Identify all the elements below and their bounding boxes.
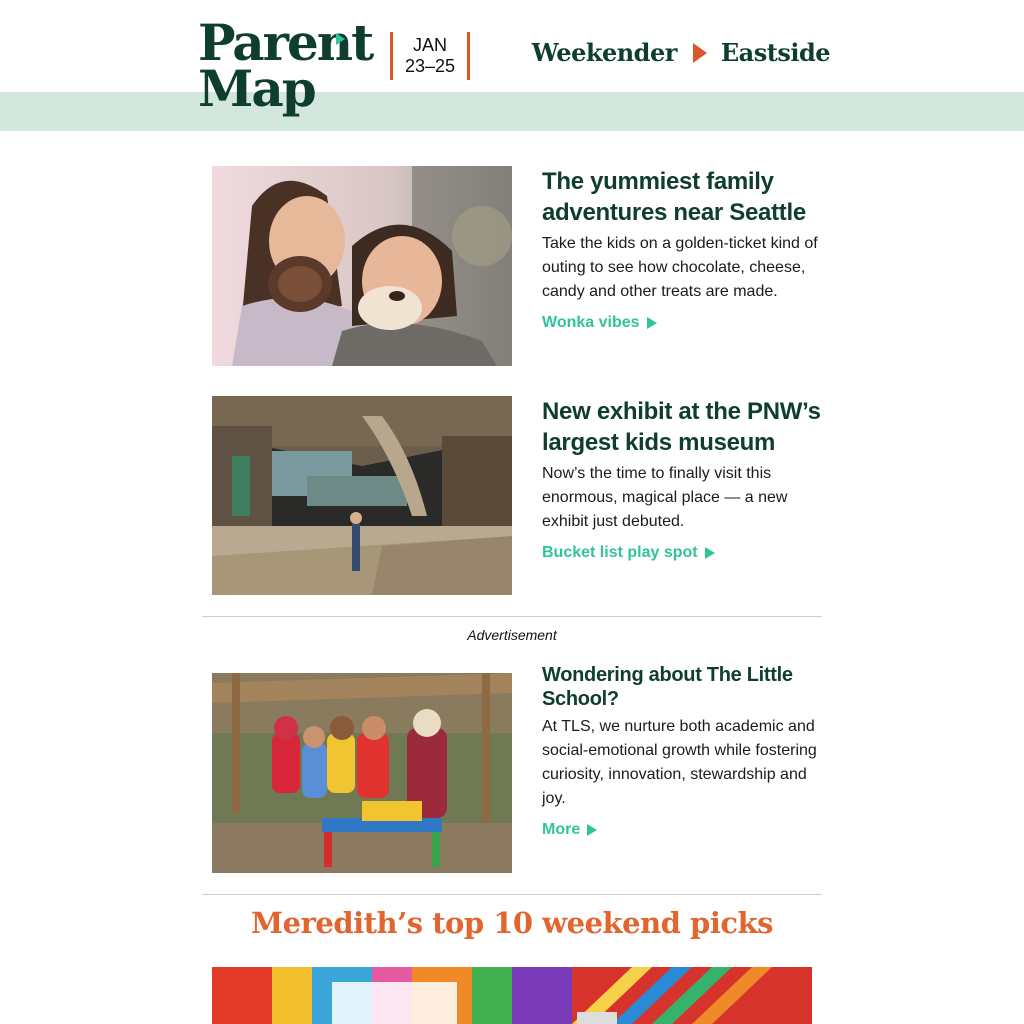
- cta-label: Bucket list play spot: [542, 544, 698, 561]
- divider: [202, 894, 822, 895]
- article-headline[interactable]: New exhibit at the PNW’s largest kids museum: [542, 398, 821, 456]
- article-cta-link[interactable]: [542, 544, 715, 562]
- article-image-donuts[interactable]: [212, 166, 512, 366]
- play-arrow-icon: [647, 317, 657, 329]
- advertisement-label: Advertisement: [467, 627, 557, 643]
- issue-date-month: JAN: [412, 35, 447, 55]
- ad-cta-link[interactable]: [542, 821, 597, 839]
- logo-play-icon: [336, 33, 345, 45]
- ad-text: [542, 663, 827, 839]
- ad-image-little-school[interactable]: [212, 673, 512, 873]
- section-arrow-icon: [693, 43, 707, 63]
- newsletter-name: Weekender: [531, 38, 677, 67]
- header-band: [0, 92, 1024, 131]
- newsletter-section-label: [532, 38, 830, 67]
- article-blurb: Take the kids on a golden-ticket kind of outing to see how chocolate, cheese, candy and other treats are made.: [542, 235, 818, 300]
- play-arrow-icon: [587, 824, 597, 836]
- cta-label: Wonka vibes: [542, 314, 640, 331]
- logo-line-2: Map: [198, 59, 315, 118]
- region-name: Eastside: [720, 38, 830, 67]
- article-blurb: Now’s the time to finally visit this enormous, magical place — a new exhibit just debuted.: [542, 465, 788, 530]
- picks-hero-image[interactable]: [212, 967, 812, 1024]
- ad-headline[interactable]: Wondering about The Little School?: [542, 664, 793, 710]
- article-image-museum[interactable]: [212, 396, 512, 595]
- ad-blurb: At TLS, we nurture both academic and social-emotional growth while fostering curiosity, innovation, stewardship and joy.: [542, 718, 817, 807]
- divider: [202, 616, 822, 617]
- section-title-weekend-picks: Meredith’s top 10 weekend picks: [251, 906, 773, 940]
- play-arrow-icon: [705, 547, 715, 559]
- issue-date: [390, 32, 470, 80]
- article-text: [542, 166, 827, 332]
- article-cta-link[interactable]: [542, 314, 657, 332]
- article-text: [542, 396, 827, 562]
- logo-line-1: Parent: [198, 13, 373, 72]
- cta-label: More: [542, 821, 581, 838]
- issue-date-days: 23–25: [404, 56, 456, 76]
- article-headline[interactable]: The yummiest family adventures near Seattle: [542, 168, 806, 226]
